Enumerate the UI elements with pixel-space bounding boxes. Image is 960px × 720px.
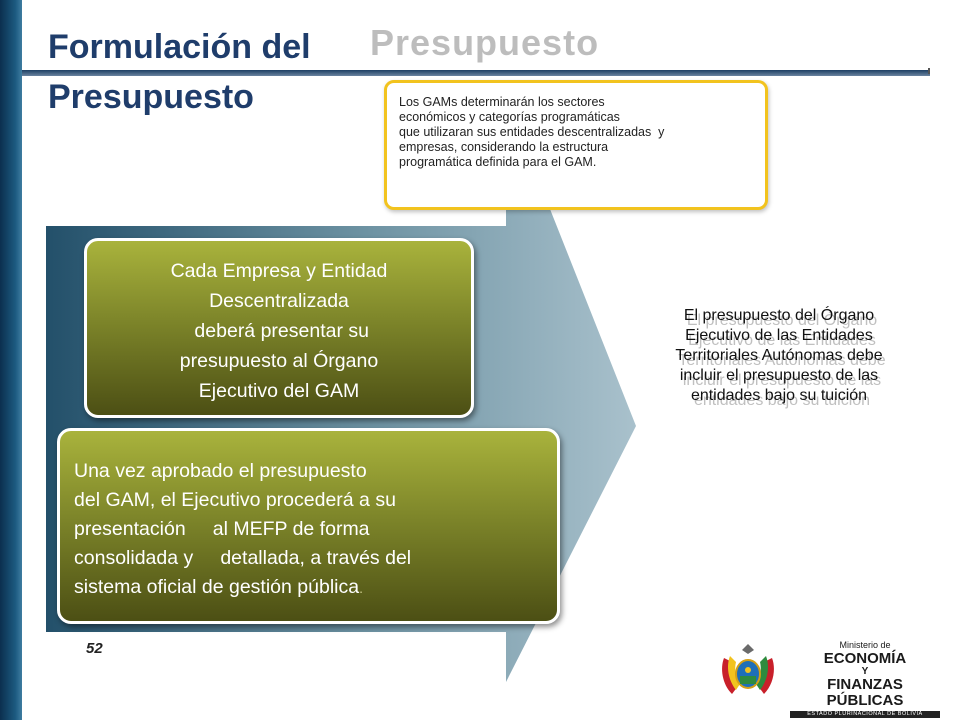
ministry-logo (790, 640, 940, 718)
box-bottom-line (74, 573, 557, 603)
logo-y: Y (861, 666, 869, 677)
callout-line: Los GAMs determinarán los sectores (399, 95, 605, 109)
box-top-line: Descentralizada (209, 290, 349, 312)
box-bottom-line: Una vez aprobado el presupuesto (74, 460, 367, 482)
logo-ministerio: Ministerio de (839, 640, 891, 650)
box-bottom-line: del GAM, el Ejecutivo procederá a su (74, 489, 396, 511)
executive-budget-note (636, 306, 922, 406)
page-number: 52 (86, 640, 103, 657)
bolivia-coat-of-arms-icon (718, 640, 778, 700)
box-top-line: Ejecutivo del GAM (198, 380, 360, 402)
callout-line: que utilizaran sus entidades descentralizadas y (399, 125, 665, 139)
gam-sectors-callout (384, 80, 768, 210)
box-top-line: Cada Empresa y Entidad (170, 260, 388, 282)
box-bottom-last-text: sistema oficial de gestión pública (74, 576, 360, 598)
note-line: incluir el presupuesto de las (679, 367, 879, 384)
note-line: Territoriales Autónomas debe (675, 347, 883, 364)
callout-line: programática definida para el GAM. (399, 155, 597, 169)
callout-line: económicos y categorías programáticas (399, 110, 620, 124)
box-bottom-period: . (359, 580, 363, 596)
logo-economia: ECONOMÍA (823, 650, 907, 667)
entity-budget-box (84, 238, 474, 418)
note-line: entidades bajo su tuición (690, 387, 868, 404)
box-bottom-line: consolidada y detallada, a través del (74, 547, 412, 569)
title-line-1: Formulación del (48, 28, 311, 66)
note-line: El presupuesto del Órgano (683, 307, 875, 324)
box-top-line: presupuesto al Órgano (179, 350, 379, 372)
box-top-line: deberá presentar su (189, 320, 369, 342)
logo-finanzas: FINANZAS PÚBLICAS (826, 676, 904, 709)
title-line-2: Presupuesto (48, 78, 254, 116)
title-shadow-text: Presupuesto (370, 22, 600, 63)
box-bottom-line: presentación al MEFP de forma (74, 518, 370, 540)
logo-estado: ESTADO PLURINACIONAL DE BOLIVIA (790, 711, 940, 718)
gam-approval-box (57, 428, 560, 624)
callout-line: empresas, considerando la estructura (399, 140, 609, 154)
note-line: Ejecutivo de las Entidades (685, 327, 873, 344)
